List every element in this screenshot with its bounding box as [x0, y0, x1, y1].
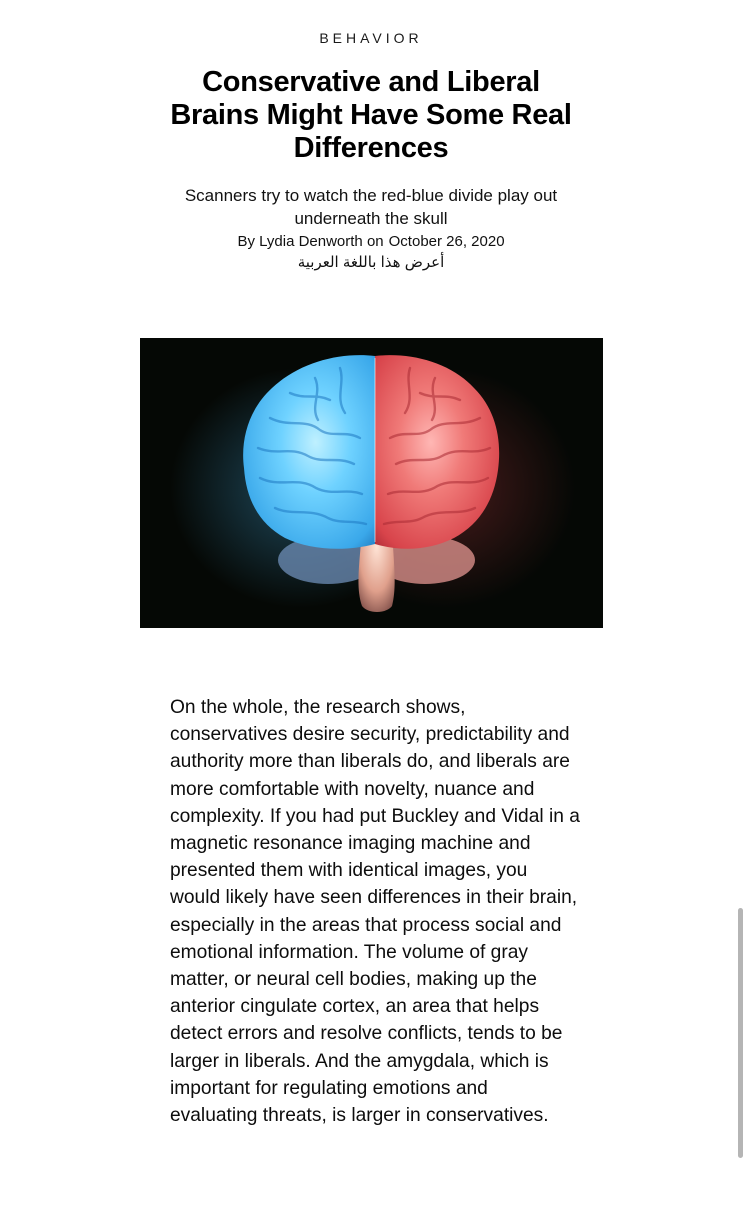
article-subtitle: Scanners try to watch the red-blue divide play out underneath the skull — [184, 186, 558, 228]
byline-author[interactable]: By Lydia Denworth on — [237, 233, 384, 250]
article-headline: Conservative and Liberal Brains Might Have Some Real Differences — [170, 66, 572, 164]
article-body-paragraph: On the whole, the research shows, conservatives desire security, predictability and authority more than liberals do, and liberals are more comfortable with novelty, nuance and complexity. If you had put Buckley and Vidal in a magnetic resonance imaging machine and presented them with identical images, you would likely have seen differences in their brain, especially in the areas that process social and emotional information. The volume of gray matter, or neural cell bodies, making up the anterior cingulate cortex, an area that helps detect errors and resolve conflicts, tends to be larger in liberals. And the amygdala, which is important for regulating emotions and evaluating threats, is larger in conservatives. — [170, 697, 580, 1127]
byline-date: October 26, 2020 — [388, 233, 505, 250]
arabic-translation-link[interactable]: أعرض هذا باللغة العربية — [297, 254, 445, 271]
byline — [0, 232, 742, 252]
brain-illustration — [140, 338, 603, 628]
vertical-scrollbar[interactable] — [738, 908, 743, 1158]
hero-image-brain — [140, 338, 603, 628]
section-label[interactable]: BEHAVIOR — [319, 30, 423, 46]
